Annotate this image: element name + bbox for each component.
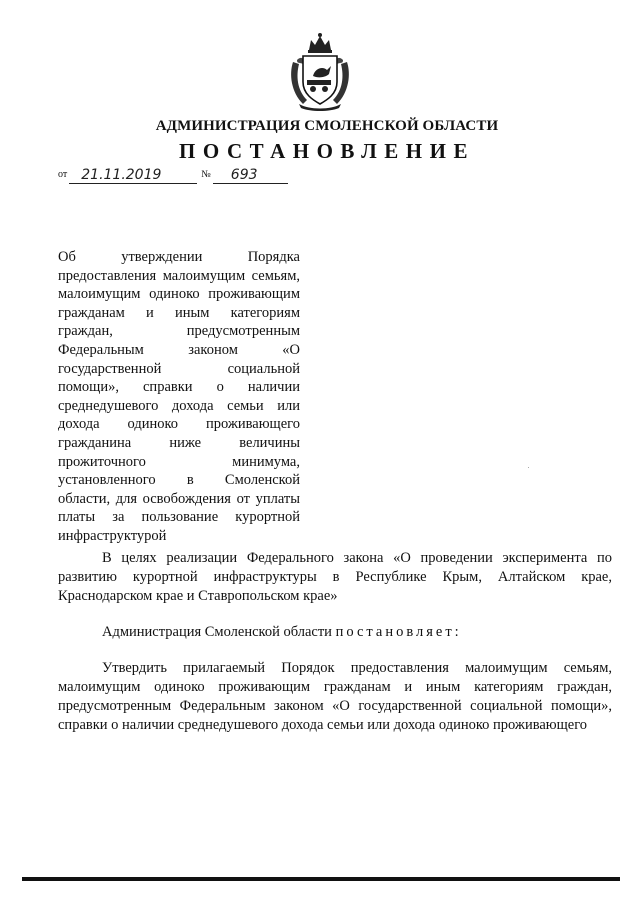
body-paragraph-2 — [58, 623, 612, 642]
resolution-verb: постановляет: — [335, 624, 462, 640]
bottom-rule — [22, 877, 620, 881]
body-paragraph-1: В целях реализации Федерального закона «О проведении эксперимента по развитию курортной инфраструктуры в Республике Крым, Алтайском крае, Краснодарском крае и Ставропольском крае» — [58, 550, 612, 604]
number-label: № — [201, 169, 211, 180]
date-label: от — [58, 169, 68, 180]
document-date: 21.11.2019 — [69, 168, 197, 184]
document-number: 693 — [213, 168, 288, 184]
document-type-title: ПОСТАНОВЛЕНИЕ — [179, 139, 475, 163]
document-subject: Об утверждении Порядка предоставления малоимущим семьям, малоимущим одиноко проживающим гражданам и иным категориям граждан, предусмотренным Федеральным законом «О государственной социальной помощи», справки о наличии среднедушевого дохода семьи или дохода одиноко проживающего гражданина ниже величины прожиточного минимума, установленного в Смоленской области, для освобождения от уплаты платы за пользование курортной инфраструктурой — [58, 249, 300, 544]
resolving-authority: Администрация Смоленской области — [102, 624, 332, 640]
coat-of-arms-icon — [287, 32, 353, 112]
organization-name: АДМИНИСТРАЦИЯ СМОЛЕНСКОЙ ОБЛАСТИ — [155, 118, 499, 134]
body-paragraph-3: Утвердить прилагаемый Порядок предоставления малоимущим семьям, малоимущим одиноко проживающим гражданам и иным категориям граждан, предусмотренным Федеральным законом «О государственной социальной помощи», справки о наличии среднедушевого дохода семьи или дохода одиноко проживающего — [58, 660, 612, 733]
scan-speck — [528, 467, 529, 468]
document-body — [58, 549, 612, 735]
date-number-line — [58, 166, 288, 182]
